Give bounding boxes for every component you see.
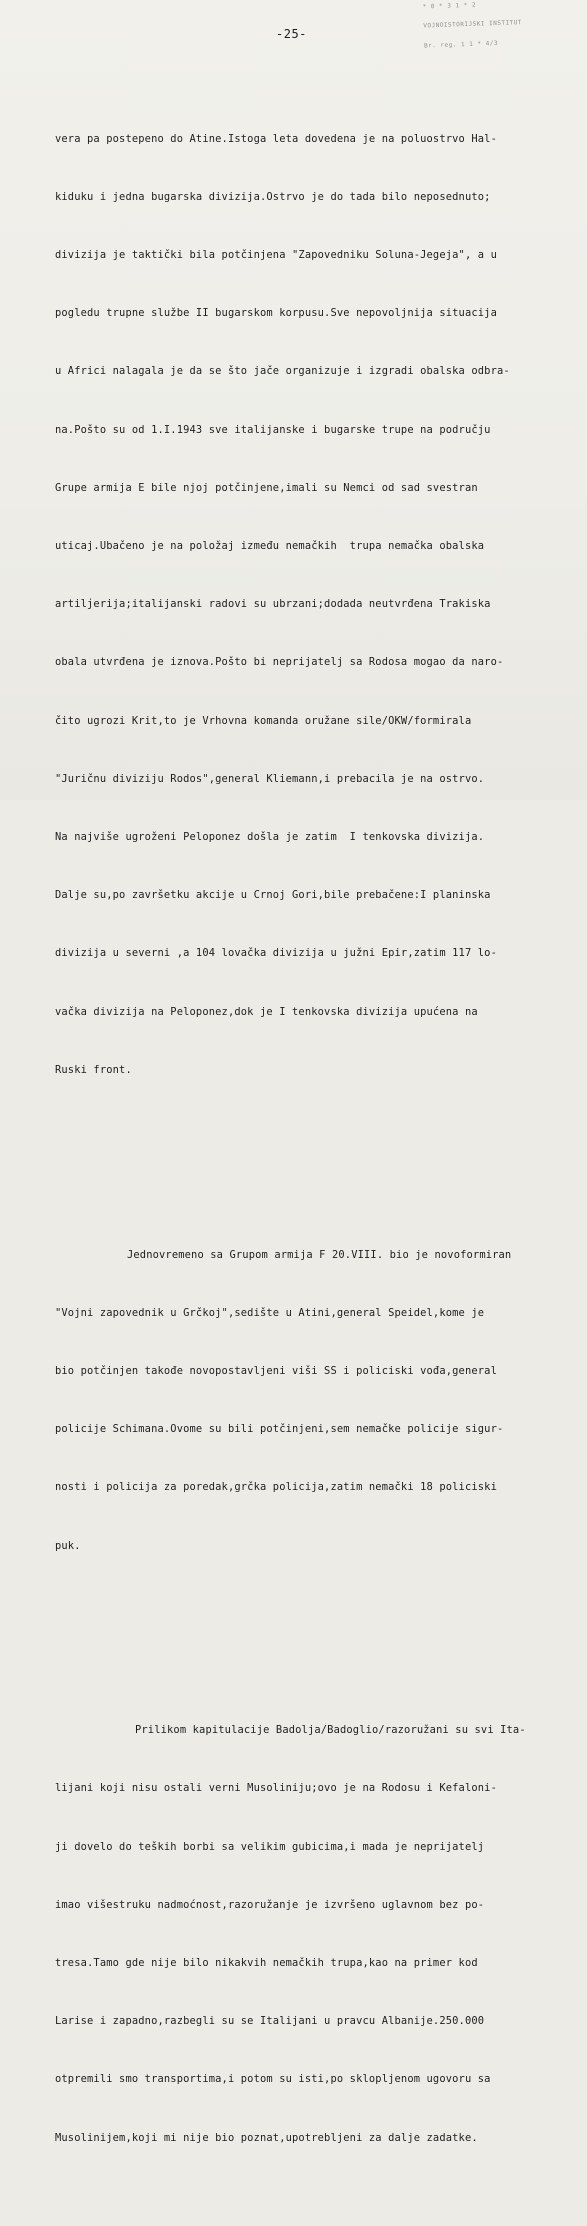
text-line: otpremili smo transportima,i potom su isti,po sklopljenom ugovoru sa (55, 2073, 491, 2086)
text-line: divizija je taktički bila potčinjena "Zapovedniku Soluna-Jegeja", a u (55, 249, 497, 262)
archive-stamp (422, 1, 523, 50)
text-line: čito ugrozi Krit,to je Vrhovna komanda oružane sile/OKW/formirala (55, 714, 472, 727)
text-line: tresa.Tamo gde nije bilo nikakvih nemačkih trupa,kao na primer kod (55, 1956, 478, 1969)
text-line: vačka divizija na Peloponez,dok je I tenkovska divizija upućena na (55, 1005, 478, 1018)
document-body (55, 52, 575, 2226)
text-line: Prilikom kapitulacije Badolja/Badoglio/razoružani su svi Ita- (135, 1724, 526, 1737)
paragraph-3 (55, 1682, 575, 2186)
text-line: na.Pošto su od 1.I.1943 sve italijanske i bugarske trupe na području (55, 423, 491, 436)
text-line: Grupe armija E bile njoj potčinjene,imali su Nemci od sad svestran (55, 481, 478, 494)
text-line: nosti i policija za poredak,grčka policija,zatim nemački 18 policiski (55, 1481, 497, 1494)
text-line: Jednovremeno sa Grupom armija F 20.VIII. bio je novoformiran (127, 1248, 512, 1261)
text-line: policije Schimana.Ovome su bili potčinjeni,sem nemačke policije sigur- (55, 1423, 504, 1436)
text-line: artilјerija;italijanski radovi su ubrzani;dodada neutvrđena Trakiska (55, 598, 491, 611)
stamp-line-1: * 0 * 3 1 * 2 (422, 1, 477, 11)
text-line: Na najviše ugroženi Peloponez došla je zatim I tenkovska divizija. (55, 831, 485, 844)
text-line: Larise i zapadno,razbegli su se Italijani u pravcu Albanije.250.000 (55, 2015, 485, 2028)
text-line: Musolinijem,koji mi nije bio poznat,upotrebljeni za dalje zadatke. (55, 2131, 478, 2144)
text-line: lijani koji nisu ostali verni Musoliniju;ovo je na Rodosu i Kefaloni- (55, 1782, 497, 1795)
stamp-line-3: Br. reg. 1 1 * 4/3 (423, 39, 499, 50)
paragraph-1 (55, 91, 575, 1119)
text-line: ji dovelo do teških borbi sa velikim gubicima,i mada je neprijatelj (55, 1840, 485, 1853)
text-line: Dalje su,po završetku akcije u Crnoj Gori,bile prebačene:I planinska (55, 889, 491, 902)
stamp-line-2: VOJNOISTORIJSKI INSTITUT (423, 19, 523, 30)
text-line: vera pa postepeno do Atine.Istoga leta dovedena je na poluostrvo Hal- (55, 132, 497, 145)
text-line: "Vojni zapovednik u Grčkoj",sedište u Atini,general Speidel,kome je (55, 1306, 485, 1319)
text-line: obala utvrđena je iznova.Pošto bi neprijatelj sa Rodosa mogao da naro- (55, 656, 504, 669)
paragraph-2 (55, 1207, 575, 1595)
text-line: Ruski front. (55, 1063, 132, 1076)
text-line: bio potčinjen takođe novopostavljeni viši SS i policiski vođa,general (55, 1364, 497, 1377)
text-line: imao višestruku nadmoćnost,razoružanje je izvršeno uglavnom bez po- (55, 1898, 485, 1911)
text-line: kiduku i jedna bugarska divizija.Ostrvo je do tada bilo neposednuto; (55, 190, 491, 203)
text-line: divizija u severni ,a 104 lovačka divizija u južni Epir,zatim 117 lo- (55, 947, 497, 960)
text-line: puk. (55, 1539, 81, 1552)
page-number: -25- (276, 27, 307, 41)
text-line: u Africi nalagala je da se što jače organizuje i izgradi obalska odbra- (55, 365, 510, 378)
text-line: pogledu trupne službe II bugarskom korpusu.Sve nepovoljnija situacija (55, 307, 497, 320)
text-line: uticaj.Ubačeno je na položaj između nemačkih trupa nemačka obalska (55, 540, 485, 553)
text-line: "Juričnu diviziju Rodos",general Kliemann,i prebacila je na ostrvo. (55, 772, 485, 785)
